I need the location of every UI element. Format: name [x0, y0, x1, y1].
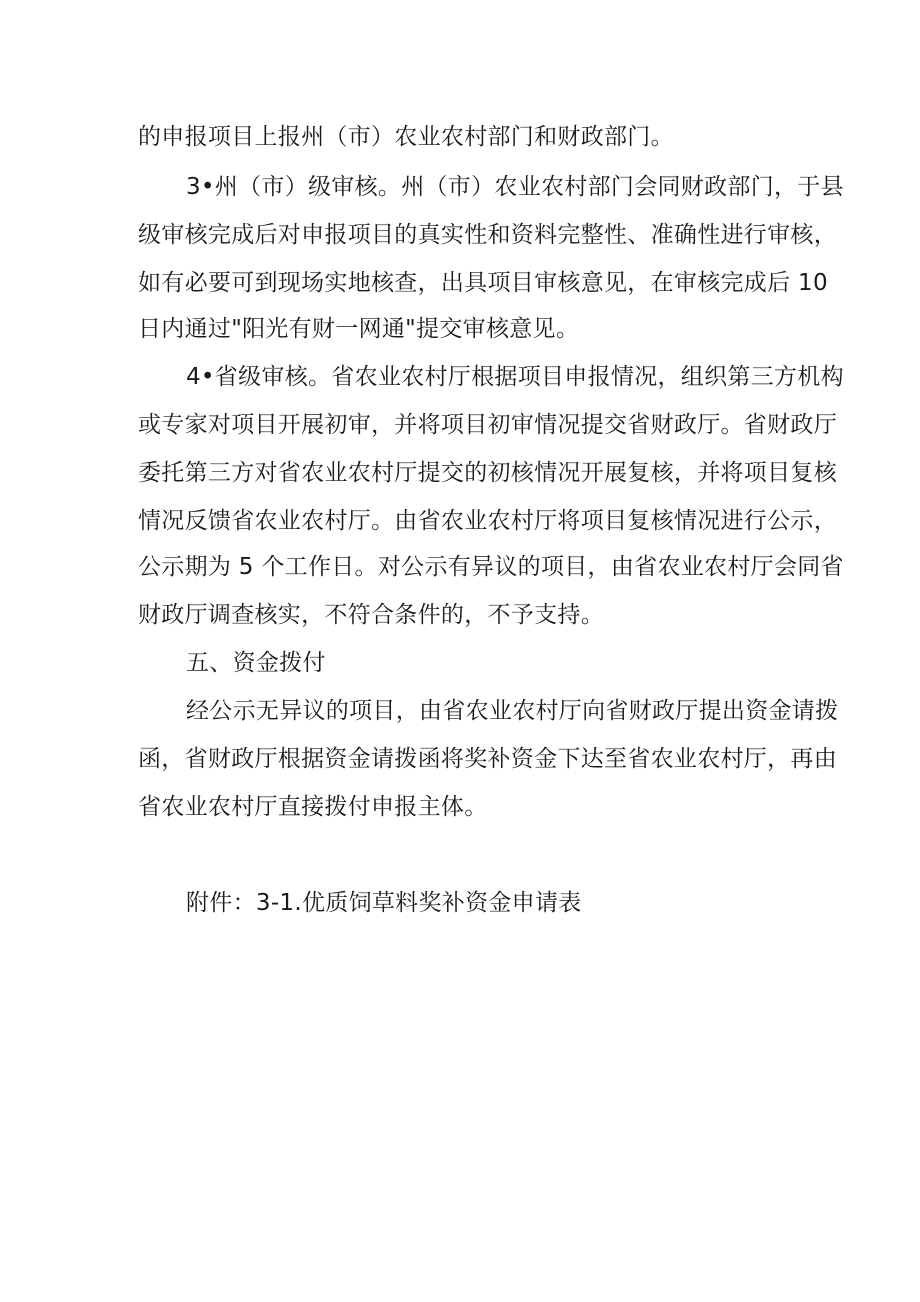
paragraph-line: 省农业农村厅直接拨付申报主体。: [138, 794, 488, 820]
section-heading: 五、资金拨付: [186, 650, 326, 676]
attachment-note: 附件：3-1.优质饲草料奖补资金申请表: [186, 890, 582, 916]
paragraph-line: 日内通过"阳光有财一网通"提交审核意见。: [138, 316, 580, 342]
paragraph-line: 函，省财政厅根据资金请拨函将奖补资金下达至省农业农村厅，再由: [138, 746, 837, 772]
paragraph-line: 情况反馈省农业农村厅。由省农业农村厅将项目复核情况进行公示，: [138, 508, 837, 534]
paragraph-line: 如有必要可到现场实地核查，出具项目审核意见，在审核完成后 10: [138, 270, 828, 296]
paragraph-line: 委托第三方对省农业农村厅提交的初核情况开展复核，并将项目复核: [138, 460, 837, 486]
paragraph-line: 或专家对项目开展初审，并将项目初审情况提交省财政厅。省财政厅: [138, 412, 837, 438]
paragraph-line: 的申报项目上报州（市）农业农村部门和财政部门。: [138, 124, 674, 150]
paragraph-line: 公示期为 5 个工作日。对公示有异议的项目，由省农业农村厅会同省: [138, 554, 844, 580]
paragraph-line: 级审核完成后对申报项目的真实性和资料完整性、准确性进行审核，: [138, 222, 837, 248]
paragraph-line: 财政厅调查核实，不符合条件的，不予支持。: [138, 602, 604, 628]
paragraph-line: 3•州（市）级审核。州（市）农业农村部门会同财政部门，于县: [186, 174, 844, 200]
paragraph-line: 4•省级审核。省农业农村厅根据项目申报情况，组织第三方机构: [186, 364, 844, 390]
paragraph-line: 经公示无异议的项目，由省农业农村厅向省财政厅提出资金请拨: [186, 698, 839, 724]
